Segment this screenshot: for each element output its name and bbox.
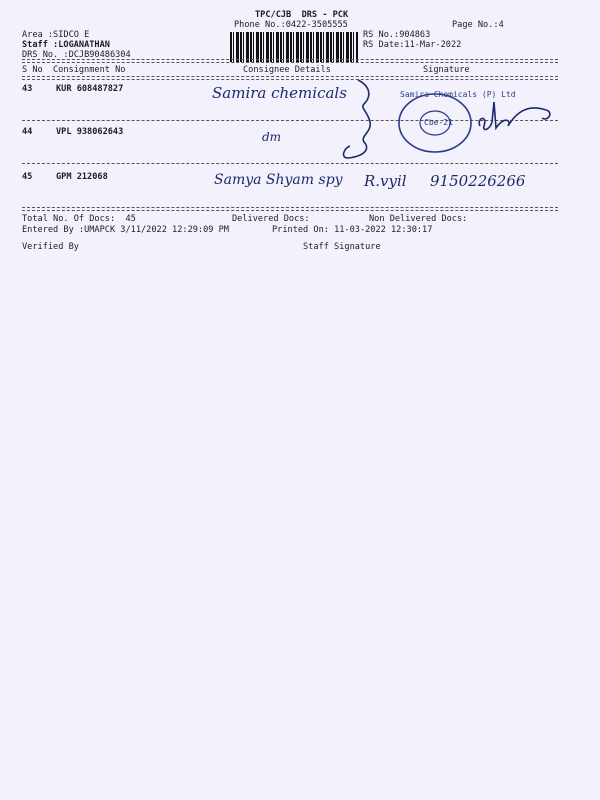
- row-consignment: GPM 212068: [56, 172, 108, 182]
- barcode: [230, 32, 358, 62]
- divider: [22, 210, 558, 211]
- divider: [22, 62, 558, 63]
- receiver-name-handwriting: R.vyil: [364, 172, 407, 190]
- consignee-handwriting: Samya Shyam spy: [214, 172, 343, 188]
- printed-on: Printed On: 11-03-2022 12:30:17: [272, 225, 433, 235]
- staff-label: Staff :LOGANATHAN: [22, 40, 110, 50]
- row-consignment: VPL 938062643: [56, 127, 124, 137]
- col-consignment: Consignment No: [53, 65, 126, 75]
- col-signature: Signature: [423, 65, 470, 75]
- divider: [22, 163, 558, 164]
- non-delivered-docs: Non Delivered Docs:: [369, 214, 468, 224]
- total-docs: Total No. Of Docs: 45: [22, 214, 136, 224]
- divider: [22, 76, 558, 77]
- stamp-text: Samira Chemicals (P) Ltd: [400, 90, 516, 99]
- stamp-center: Cbe-21: [424, 118, 453, 127]
- delivered-docs: Delivered Docs:: [232, 214, 310, 224]
- row-consignment: KUR 608487827: [56, 84, 124, 94]
- rs-number: RS No.:904863: [363, 30, 431, 40]
- rs-date: RS Date:11-Mar-2022: [363, 40, 462, 50]
- row-sno: 44: [22, 127, 33, 137]
- drs-number: DRS No. :DCJB90486304: [22, 50, 131, 60]
- entered-by: Entered By :UMAPCK 3/11/2022 12:29:09 PM: [22, 225, 229, 235]
- report-title: TPC/CJB DRS - PCK: [255, 10, 349, 20]
- col-sno: S No: [22, 65, 43, 75]
- divider: [22, 59, 558, 60]
- row-sno: 45: [22, 172, 33, 182]
- divider: [22, 79, 558, 80]
- verified-by: Verified By: [22, 242, 79, 252]
- page-number: Page No.:4: [452, 20, 504, 30]
- row-sno: 43: [22, 84, 33, 94]
- staff-signature-label: Staff Signature: [303, 242, 381, 252]
- divider: [22, 207, 558, 208]
- area-label: Area :SIDCO E: [22, 30, 90, 40]
- col-consignee: Consignee Details: [243, 65, 331, 75]
- consignee-handwriting: Samira chemicals: [212, 84, 347, 102]
- receiver-signature: [474, 96, 564, 136]
- phone-number: Phone No.:0422-3505555: [234, 20, 348, 30]
- receiver-phone-handwriting: 9150226266: [430, 172, 526, 190]
- consignee-handwriting: dm: [262, 130, 282, 144]
